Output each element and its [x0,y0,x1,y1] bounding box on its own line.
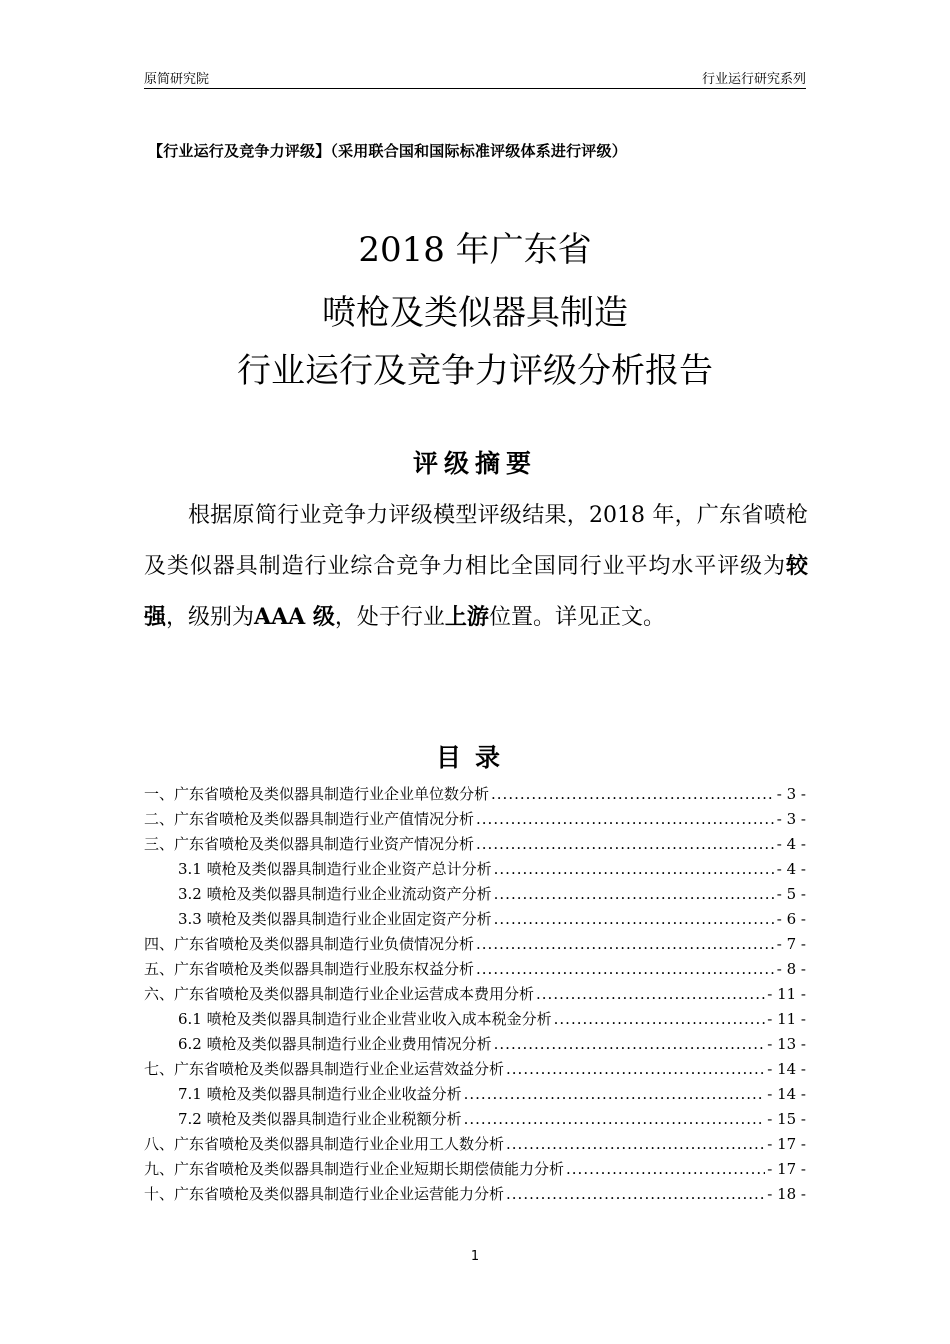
toc-leader-dots [536,985,765,1003]
summary-paragraph [144,490,808,643]
toc-entry-page: - 8 - [776,959,806,978]
toc-entry-label: 六、广东省喷枪及类似器具制造行业企业运营成本费用分析 [144,985,535,1003]
toc-leader-dots [506,1135,765,1153]
summary-rating-level: 较强 [144,553,808,630]
toc-entry-page: - 3 - [776,784,806,803]
toc-leader-dots [494,1035,766,1053]
summary-heading: 评级摘要 [412,449,537,478]
toc-entry-label: 二、广东省喷枪及类似器具制造行业产值情况分析 [144,810,475,828]
report-title-line-3: 行业运行及竞争力评级分析报告 [237,351,713,391]
summary-text-part: 根据原简行业竞争力评级模型评级结果，2018 年，广东省喷枪及类似器具制造行业综合竞争力相比全国同行业平均水平评级为 [144,503,808,579]
rating-line: 【行业运行及竞争力评级】（采用联合国和国际标准评级体系进行评级） [148,142,627,160]
toc-leader-dots [566,1160,765,1178]
toc-entry-page: - 17 - [767,1159,806,1178]
toc-entry-page: - 3 - [776,809,806,828]
table-of-contents [144,781,806,1206]
toc-subentry[interactable] [144,856,806,881]
toc-leader-dots [464,1110,766,1128]
toc-entry-label: 八、广东省喷枪及类似器具制造行业企业用工人数分析 [144,1135,505,1153]
toc-entry-page: - 15 - [767,1109,806,1128]
toc-subentry[interactable] [144,1006,806,1031]
toc-entry-label: 3.1 喷枪及类似器具制造行业企业资产总计分析 [178,860,492,878]
header-org-name: 原简研究院 [144,72,210,87]
toc-leader-dots [506,1185,765,1203]
toc-entry[interactable] [144,1156,806,1181]
toc-leader-dots [464,1085,766,1103]
summary-text-part: ，处于行业 [334,605,445,630]
toc-entry[interactable] [144,981,806,1006]
toc-leader-dots [476,935,775,953]
toc-entry[interactable] [144,1131,806,1156]
toc-leader-dots [494,910,775,928]
toc-entry-page: - 5 - [776,884,806,903]
summary-position: 上游 [444,604,489,630]
header-series-name: 行业运行研究系列 [701,72,806,87]
toc-entry-label: 7.1 喷枪及类似器具制造行业企业收益分析 [178,1085,462,1103]
summary-text-part: 位置。详见正文。 [488,605,665,630]
toc-subentry[interactable] [144,881,806,906]
toc-leader-dots [554,1010,766,1028]
toc-entry-page: - 13 - [767,1034,806,1053]
toc-entry-label: 6.2 喷枪及类似器具制造行业企业费用情况分析 [178,1035,492,1053]
toc-leader-dots [494,860,775,878]
page-header [144,66,806,89]
toc-entry[interactable] [144,781,806,806]
toc-leader-dots [506,1060,765,1078]
toc-subentry[interactable] [144,1106,806,1131]
toc-entry-label: 九、广东省喷枪及类似器具制造行业企业短期长期偿债能力分析 [144,1160,565,1178]
toc-heading: 目录 [435,743,514,772]
toc-entry-page: - 11 - [767,1009,806,1028]
summary-text-part: ，级别为 [166,605,255,630]
toc-subentry[interactable] [144,906,806,931]
toc-entry-page: - 11 - [767,984,806,1003]
toc-entry[interactable] [144,806,806,831]
toc-subentry[interactable] [144,1031,806,1056]
toc-entry-label: 3.2 喷枪及类似器具制造行业企业流动资产分析 [178,885,492,903]
toc-entry-label: 三、广东省喷枪及类似器具制造行业资产情况分析 [144,835,475,853]
toc-entry-label: 七、广东省喷枪及类似器具制造行业企业运营效益分析 [144,1060,505,1078]
toc-entry[interactable] [144,831,806,856]
toc-entry-label: 3.3 喷枪及类似器具制造行业企业固定资产分析 [178,910,492,928]
report-title-line-1: 2018 年广东省 [358,230,592,270]
toc-subentry[interactable] [144,1081,806,1106]
toc-entry-label: 十、广东省喷枪及类似器具制造行业企业运营能力分析 [144,1185,505,1203]
toc-entry-label: 7.2 喷枪及类似器具制造行业企业税额分析 [178,1110,462,1128]
summary-text [144,490,808,643]
toc-entry[interactable] [144,1056,806,1081]
report-title-line-2: 喷枪及类似器具制造 [322,293,628,333]
toc-entry-label: 6.1 喷枪及类似器具制造行业企业营业收入成本税金分析 [178,1010,552,1028]
toc-entry-page: - 18 - [767,1184,806,1203]
toc-entry-label: 五、广东省喷枪及类似器具制造行业股东权益分析 [144,960,475,978]
toc-entry[interactable] [144,1181,806,1206]
toc-entry-page: - 14 - [767,1084,806,1103]
toc-entry-page: - 14 - [767,1059,806,1078]
toc-leader-dots [476,835,775,853]
toc-entry-label: 一、广东省喷枪及类似器具制造行业企业单位数分析 [144,785,490,803]
toc-leader-dots [476,960,775,978]
toc-entry-label: 四、广东省喷枪及类似器具制造行业负债情况分析 [144,935,475,953]
toc-leader-dots [476,810,775,828]
toc-leader-dots [491,785,775,803]
toc-entry-page: - 4 - [776,859,806,878]
page-number: 1 [470,1249,480,1264]
toc-leader-dots [494,885,775,903]
summary-grade: AAA 级 [254,604,335,630]
toc-entry-page: - 4 - [776,834,806,853]
toc-entry-page: - 7 - [776,934,806,953]
toc-entry[interactable] [144,931,806,956]
toc-entry-page: - 6 - [776,909,806,928]
toc-entry-page: - 17 - [767,1134,806,1153]
toc-entry[interactable] [144,956,806,981]
